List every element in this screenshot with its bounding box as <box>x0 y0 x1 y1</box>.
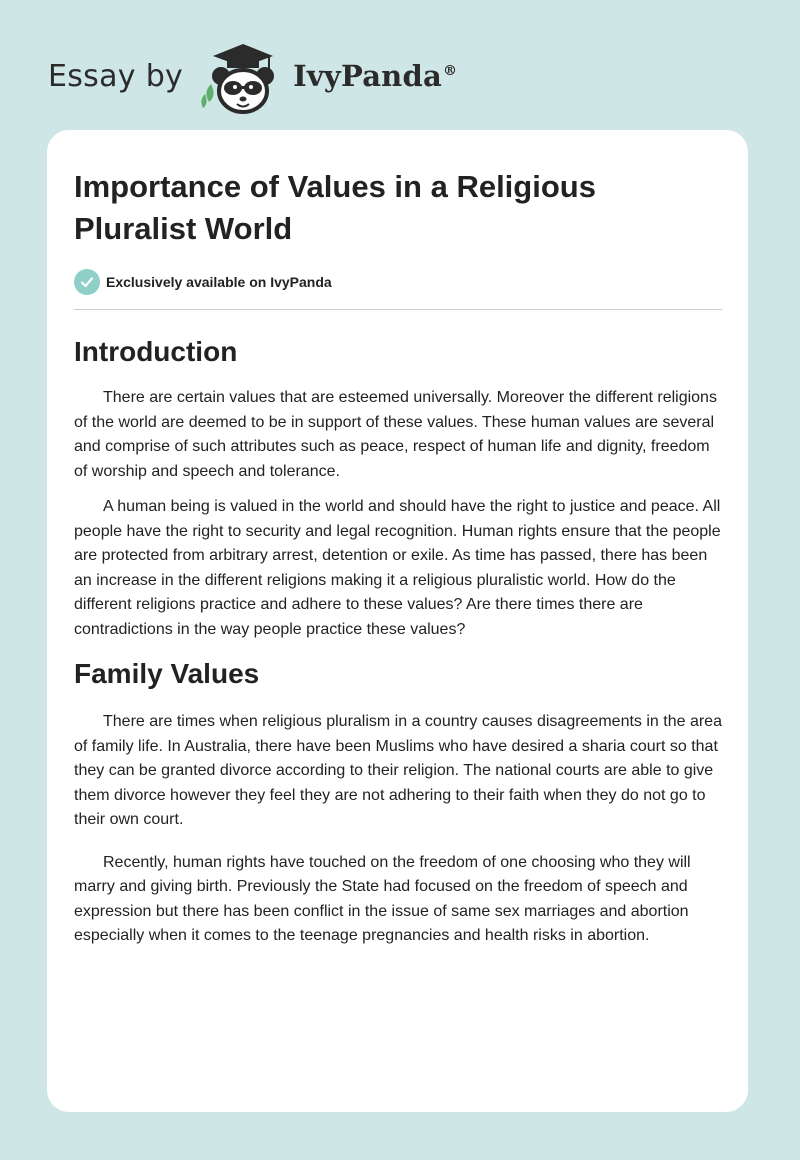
panda-graduate-icon <box>197 36 289 116</box>
exclusive-badge <box>74 267 722 297</box>
paragraph: Recently, human rights have touched on the freedom of one choosing who they will marry and giving birth. Previously the State had focused on the freedom of speech and expression but there has been conflict in the issue of same sex marriages and abortion especially when it comes to the teenage pregnancies and health risks in abortion. <box>74 853 691 944</box>
essay-card <box>47 130 748 1112</box>
check-circle-icon <box>74 269 100 295</box>
site-header <box>48 36 457 116</box>
paragraph: A human being is valued in the world and should have the right to justice and peace. All people have the right to security and legal recognition. Human rights ensure that the people are protected from arbitrary arrest, detention or exile. As time has passed, there has been an increase in the different religions making it a religious pluralistic world. How do the different religions practice and adhere to these values? Are there times there are contradictions in the way people practice these values? <box>74 498 721 638</box>
registered-mark: ® <box>442 63 458 80</box>
exclusive-label: Exclusively available on IvyPanda <box>106 274 332 290</box>
essay-by-label: Essay by <box>48 58 184 94</box>
essay-title: Importance of Values in a Religious Pluralist World <box>74 169 596 246</box>
divider <box>74 309 722 310</box>
section-heading-introduction: Introduction <box>74 336 238 367</box>
brand-name[interactable]: IvyPanda® <box>293 59 458 93</box>
section-heading-family-values: Family Values <box>74 658 260 689</box>
paragraph: There are certain values that are esteemed universally. Moreover the different religions of the world are deemed to be in support of these values. These human values are several and comprise of such attributes such as peace, respect of human life and dignity, freedom of worship and speech and tolerance. <box>74 389 717 480</box>
paragraph: There are times when religious pluralism in a country causes disagreements in the area of family life. In Australia, there have been Muslims who have desired a sharia court so that they can be granted divorce according to their religion. The national courts are able to give them divorce however they feel they are not adhering to their faith when they do not go to their own court. <box>74 713 722 828</box>
